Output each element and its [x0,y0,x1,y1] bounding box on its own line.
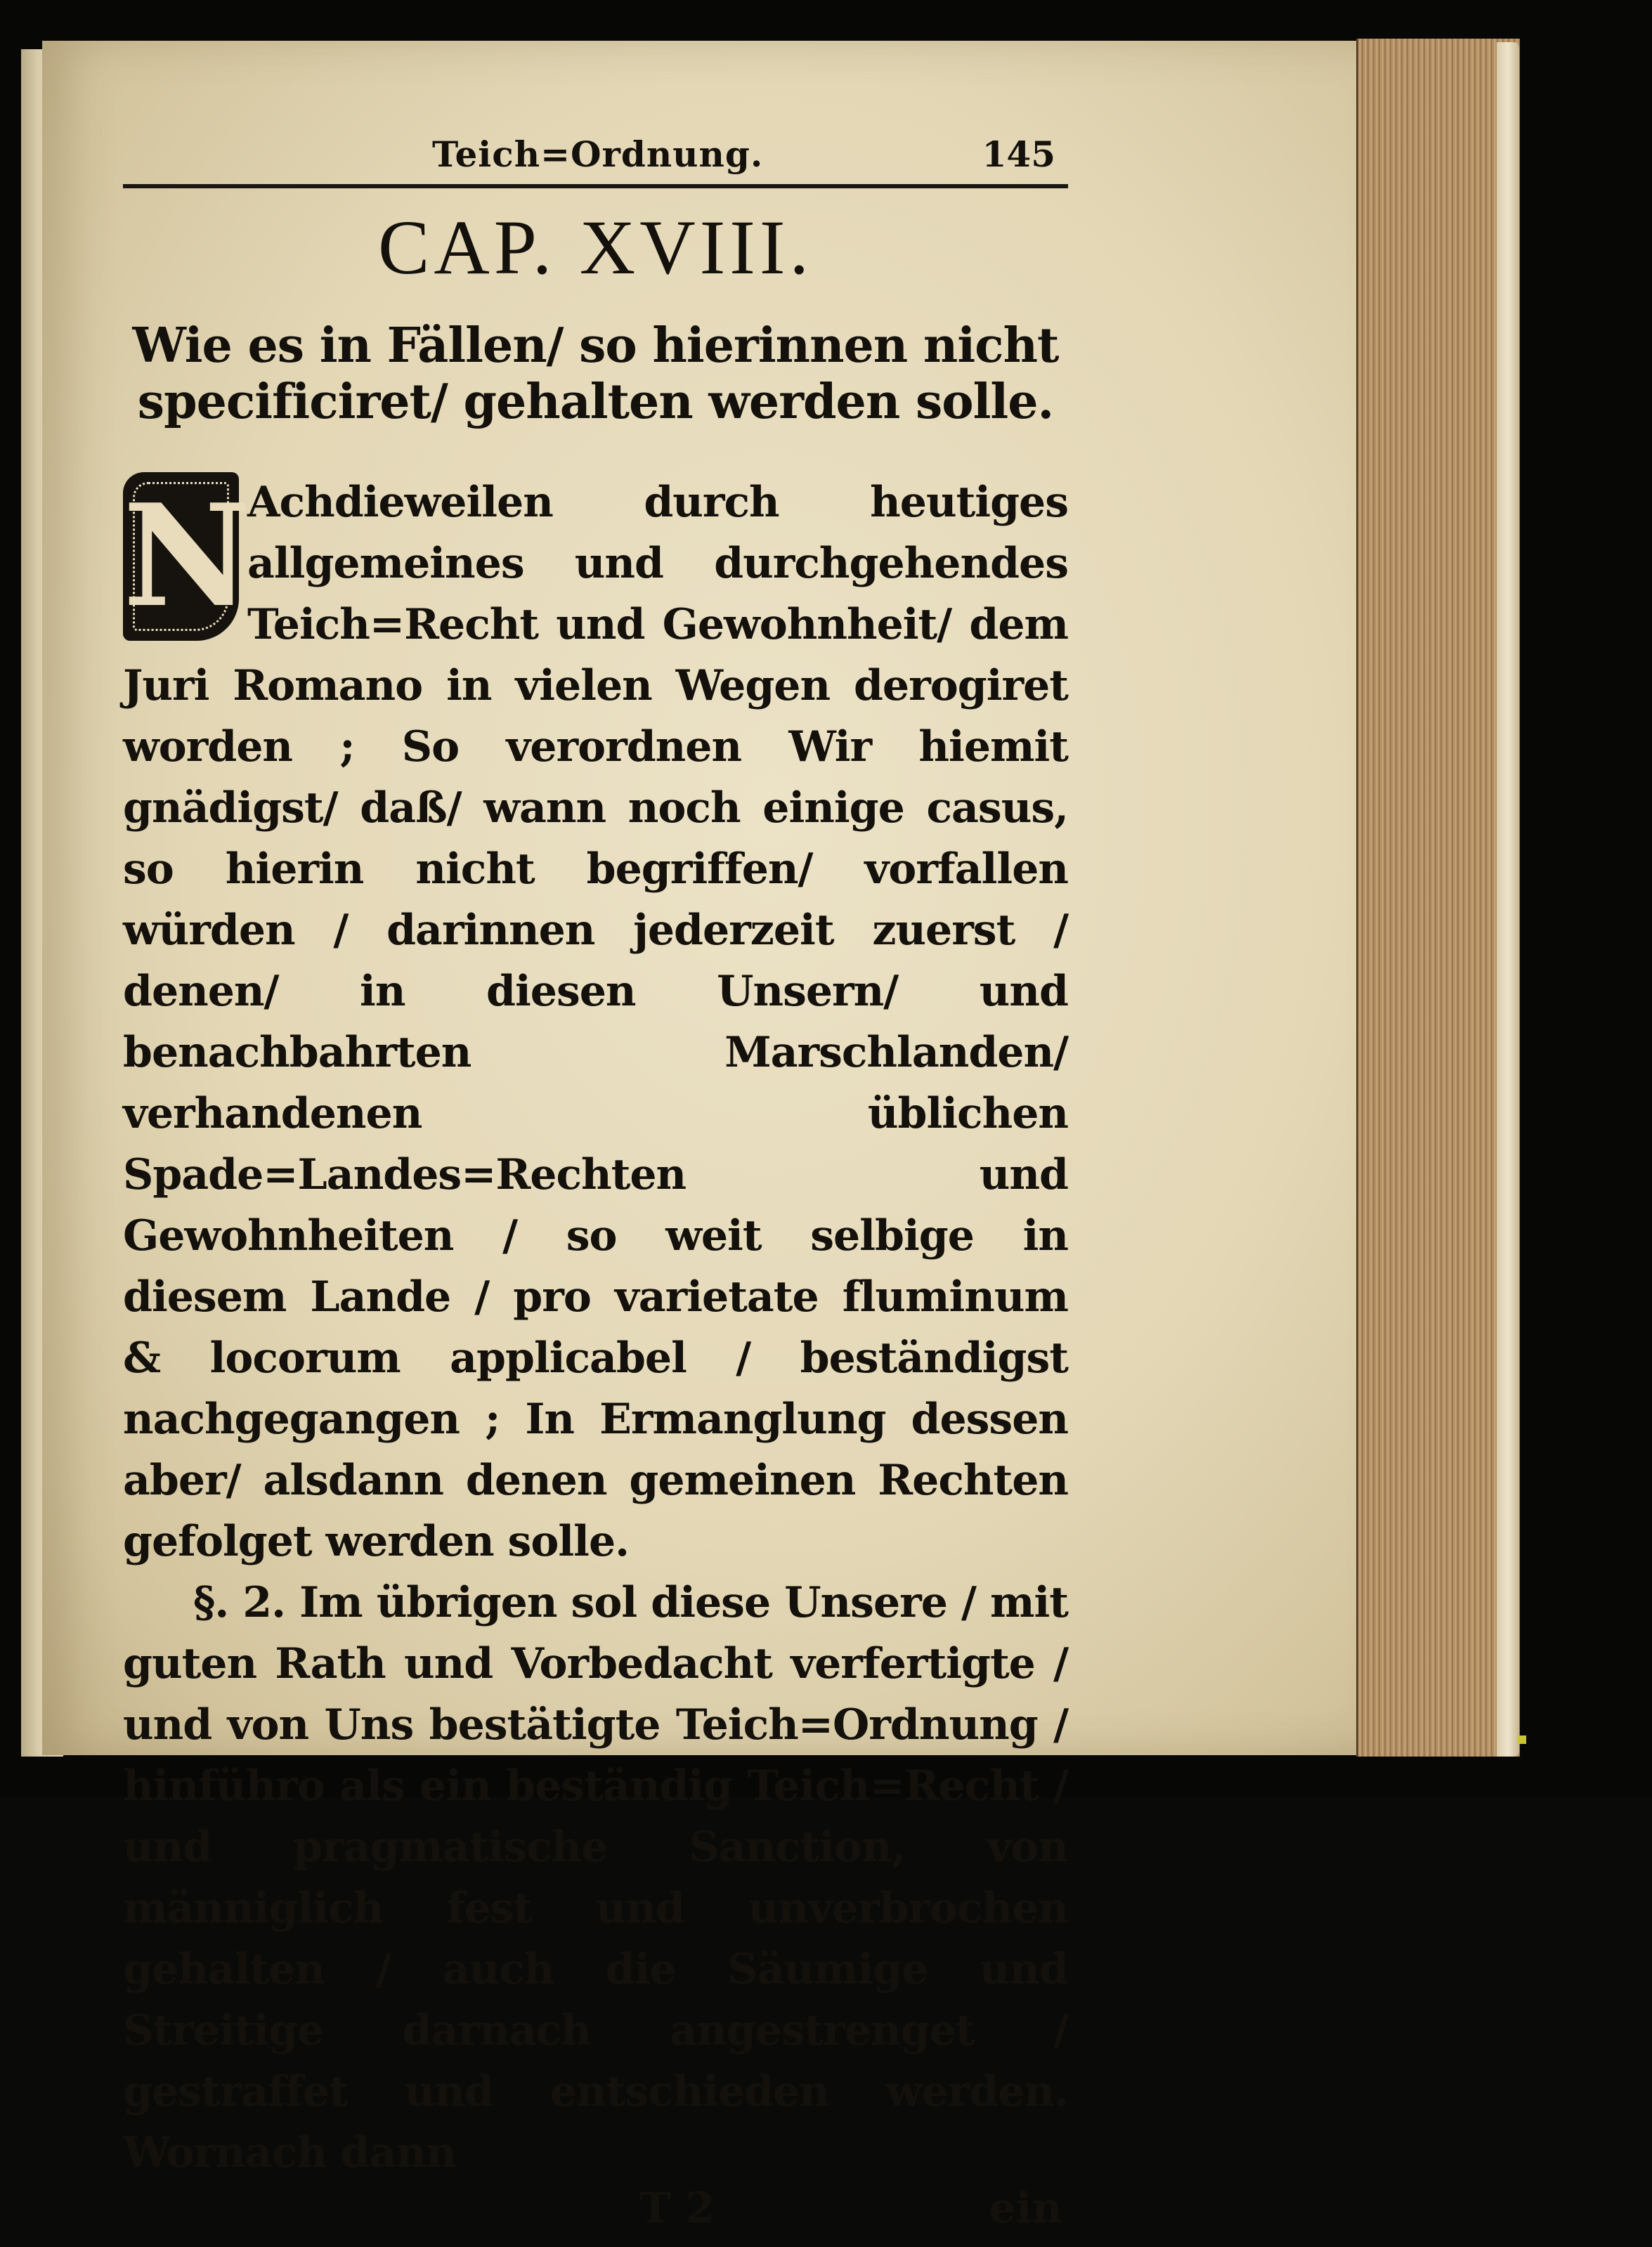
running-head [123,133,1068,188]
running-title: Teich=Ordnung. [432,133,764,175]
book-cover-edge [1497,42,1519,1757]
page-content [123,133,1068,2247]
paragraph-2-text: §. 2. Im übrigen sol diese Unsere / mit guten Rath und Vorbedacht verfertigte / und von Uns bestätigte Teich=Ordnung / hinführo als ein beständig Teich=Recht / und pragmatische Sanction, von männiglich fest und unverbrochen gehalten / auch die Säumige und Streitige darnach angestrenget / gestraffet und entschieden werden. Wornach dann [123,1578,1068,2178]
color-calibration-mark [1518,1735,1526,1744]
decorated-initial: N [123,472,239,641]
page-block-edge [1356,39,1520,1757]
catchword: ein [989,2184,1062,2234]
page-footer [123,2184,1068,2247]
signature-mark: T 2 [639,2184,715,2234]
paragraph-1 [123,472,1068,1572]
page-number: 145 [982,133,1055,175]
paragraph-1-text: Achdieweilen durch heutiges allgemeines und durchgehendes Teich=Recht und Gewohnheit/ dem Juri Romano in vielen Wegen derogiret worden ; So verordnen Wir hiemit gnädigst/ daß/ wann noch einige casus, so hierin nicht begriffen/ vorfallen würden / darinnen jederzeit zuerst / denen/ in diesen Unsern/ und benachbahrten Marschlanden/ verhandenen üblichen Spade=Landes=Rechten und Gewohnheiten / so weit selbige in diesem Lande / pro varietate fluminum & locorum applicabel / beständigst nachgegangen ; In Ermanglung dessen aber/ alsdann denen gemeinen Rechten gefolget werden solle. [123,478,1068,1567]
chapter-heading: Wie es in Fällen/ so hierinnen nicht specificiret/ gehalten werden solle. [132,318,1059,430]
paragraph-2 [123,1572,1068,2184]
chapter-title: CAP. XVIII. [377,204,814,290]
